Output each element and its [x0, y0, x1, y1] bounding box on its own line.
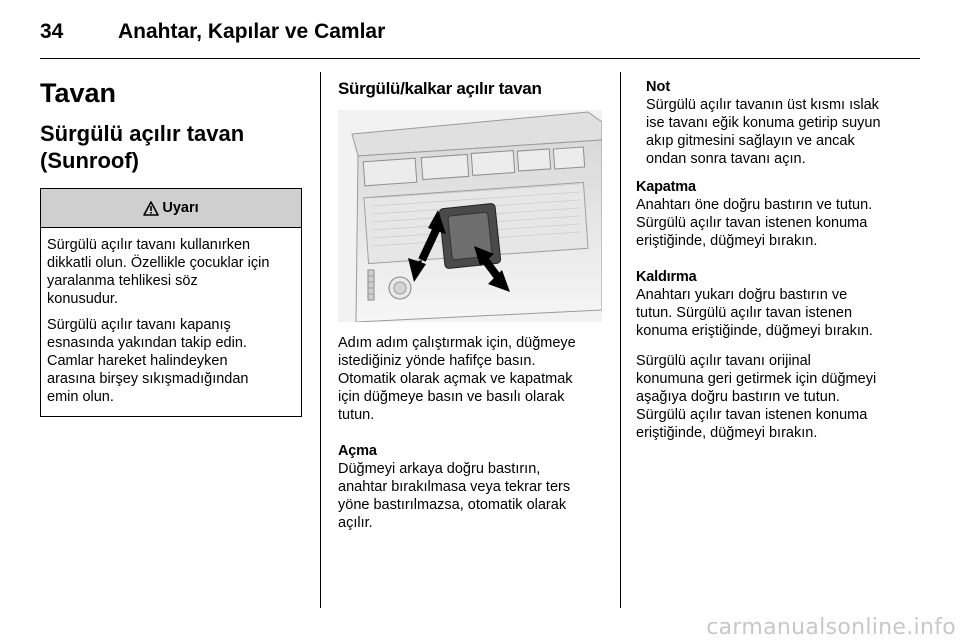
header-divider — [40, 58, 920, 59]
warning-label: Uyarı — [162, 200, 199, 216]
intro-paragraph — [338, 334, 604, 424]
column-middle — [338, 72, 604, 532]
warning-paragraph-1 — [47, 236, 295, 308]
page-number: 34 — [40, 20, 64, 43]
text-line: akıp gitmesini sağlayın ve ancak — [646, 133, 855, 149]
page-header — [40, 14, 920, 54]
warning-line: arasına birşey sıkışmadığından — [47, 371, 249, 387]
subsection-title-line2: (Sunroof) — [40, 148, 139, 173]
column-divider-2 — [620, 72, 621, 608]
closing-title: Kapatma — [636, 179, 696, 195]
warning-line: Camlar hareket halindeyken — [47, 353, 228, 369]
text-line: Sürgülü açılır tavan istenen konuma — [636, 215, 868, 231]
warning-line: Sürgülü açılır tavanı kullanırken — [47, 237, 251, 253]
raising-title: Kaldırma — [636, 269, 697, 285]
text-line: ise tavanı eğik konuma getirip suyun — [646, 115, 881, 131]
opening-paragraph — [338, 460, 604, 532]
text-line: Anahtarı öne doğru bastırın ve tutun. — [636, 197, 873, 213]
section-title: Tavan — [40, 78, 117, 108]
warning-triangle-icon — [143, 201, 159, 216]
text-line: Adım adım çalıştırmak için, düğmeye — [338, 335, 576, 351]
text-line: eriştiğinde, düğmeyi bırakın. — [636, 425, 818, 441]
text-line: Sürgülü açılır tavanın üst kısmı ıslak — [646, 97, 879, 113]
chapter-title: Anahtar, Kapılar ve Camlar — [118, 20, 386, 43]
raising-paragraph — [636, 286, 908, 340]
closing-paragraph — [636, 196, 908, 250]
warning-line: konusudur. — [47, 291, 118, 307]
warning-line: esnasında yakından takip edin. — [47, 335, 247, 351]
sunroof-switch-drawing — [338, 110, 602, 322]
text-line: istediğiniz yönde hafifçe basın. — [338, 353, 536, 369]
text-line: eriştiğinde, düğmeyi bırakın. — [636, 233, 818, 249]
text-line: tutun. Sürgülü açılır tavan istenen — [636, 305, 853, 321]
warning-box — [40, 188, 302, 417]
text-line: Sürgülü açılır tavanı orijinal — [636, 353, 811, 369]
text-line: aşağıya doğru bastırın ve tutun. — [636, 389, 840, 405]
warning-line: dikkatli olun. Özellikle çocuklar için — [47, 255, 270, 271]
text-line: Anahtarı yukarı doğru bastırın ve — [636, 287, 848, 303]
text-line: tutun. — [338, 407, 375, 423]
column-left — [40, 72, 302, 417]
note-paragraph — [646, 96, 908, 168]
text-line: konuma eriştiğinde, düğmeyi bırakın. — [636, 323, 873, 339]
warning-header — [41, 189, 301, 228]
text-line: yöne bastırılmazsa, otomatik olarak — [338, 497, 567, 513]
text-line: ondan sonra tavanı açın. — [646, 151, 806, 167]
subsection-title — [40, 120, 302, 174]
watermark: carmanualsonline.info — [706, 615, 956, 640]
sliding-tilting-title: Sürgülü/kalkar açılır tavan — [338, 79, 542, 98]
note-body — [636, 96, 908, 168]
warning-paragraph-2 — [47, 316, 295, 406]
warning-body — [41, 228, 301, 416]
warning-line: yaralanma tehlikesi söz — [47, 273, 198, 289]
sunroof-switch-illustration — [338, 110, 602, 322]
column-right — [636, 72, 908, 442]
warning-line: Sürgülü açılır tavanı kapanış — [47, 317, 231, 333]
text-line: açılır. — [338, 515, 373, 531]
reset-paragraph — [636, 352, 908, 442]
warning-line: emin olun. — [47, 389, 114, 405]
text-line: Sürgülü açılır tavan istenen konuma — [636, 407, 868, 423]
text-line: anahtar bırakılmasa veya tekrar ters — [338, 479, 571, 495]
text-line: için düğmeye basın ve basılı olarak — [338, 389, 565, 405]
text-line: konumuna geri getirmek için düğmeyi — [636, 371, 877, 387]
subsection-title-line1: Sürgülü açılır tavan — [40, 121, 245, 146]
text-line: Düğmeyi arkaya doğru bastırın, — [338, 461, 541, 477]
note-title: Not — [646, 79, 671, 95]
text-line: Otomatik olarak açmak ve kapatmak — [338, 371, 573, 387]
opening-title: Açma — [338, 443, 377, 459]
column-divider-1 — [320, 72, 321, 608]
